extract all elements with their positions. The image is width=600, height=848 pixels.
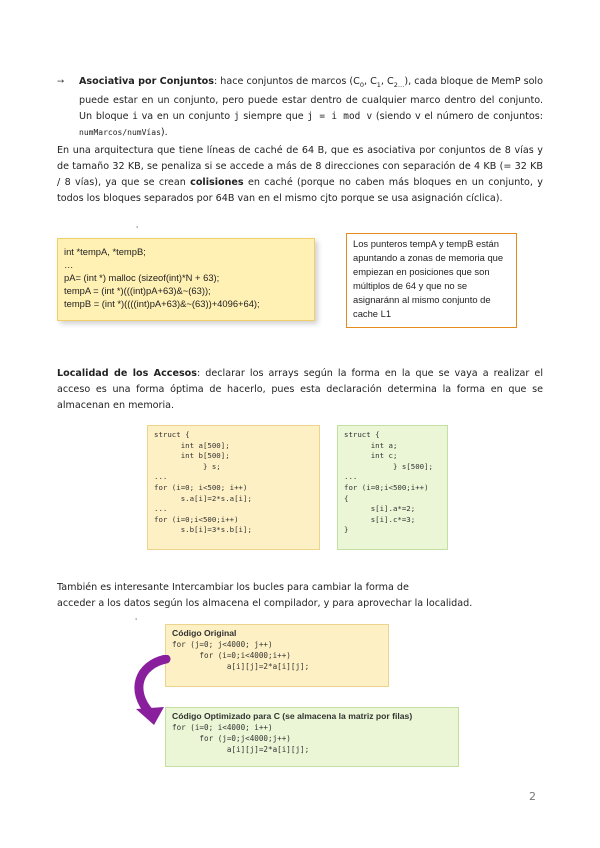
code-line: struct {	[344, 430, 380, 439]
code-line: pA= (int *) malloc (sizeof(int)*N + 63);	[64, 272, 220, 283]
mark: '	[135, 617, 138, 626]
code-line: for (i=0; i<500; i++)	[154, 482, 248, 492]
note-box	[346, 233, 517, 328]
box-title: Código Original	[172, 628, 237, 638]
code-line: …	[64, 259, 74, 270]
code-line: s[i].a*=2;	[344, 504, 416, 514]
code-line: ...	[154, 472, 168, 482]
inline-code: numMarcos/numVías	[79, 127, 161, 137]
code-line: int *tempA, *tempB;	[64, 246, 146, 257]
code-line: for (j=0; j<4000; j++)	[172, 640, 273, 649]
subscript: 0	[359, 80, 364, 89]
code-line: s[i].c*=3;	[344, 514, 416, 524]
bullet-text-part: , C	[380, 76, 394, 87]
code-line: ...	[344, 472, 358, 482]
bullet-text-part: ), cada bloque de MemP solo puede estar en un conjunto, pero puede estar dentro de cualquier marco dentro del conjunto. Un bloque	[79, 76, 543, 122]
paragraph-line: También es interesante Intercambiar los bucles para cambiar la forma de	[57, 582, 409, 593]
code-line: int b[500];	[154, 451, 230, 461]
code-box-optimized	[165, 707, 459, 767]
bullet-arrow-icon: ➙	[57, 77, 65, 87]
code-line: for (j=0;j<4000;j++)	[172, 734, 291, 743]
code-line: {	[344, 493, 349, 503]
code-line: }	[344, 525, 349, 535]
inline-code: j = i mod v	[307, 110, 373, 122]
paragraph-bold: Localidad de los Accesos	[57, 368, 197, 379]
code-line: int c;	[344, 451, 398, 461]
bullet-text-part: siempre que	[239, 110, 308, 122]
bullet-title: Asociativa por Conjuntos	[79, 76, 214, 87]
note-text: Los punteros tempA y tempB están apuntando a zonas de memoria que empiezan en posiciones que son múltiplos de 64 y que no se asignaránn al mismo conjunto de cache L1	[353, 238, 504, 319]
subscript: 2…	[393, 80, 405, 89]
paragraph-locality	[57, 366, 543, 414]
code-line: tempA = (int *)(((int)pA+63)&~(63));	[64, 285, 211, 296]
box-title: Código Optimizado para C (se almacena la matriz por filas)	[172, 711, 413, 721]
code-line: tempB = (int *)((((int)pA+63)&~(63))+4096+64);	[64, 298, 260, 309]
code-line: struct {	[154, 430, 190, 439]
code-line: for (i=0;i<500;i++)	[154, 514, 239, 524]
bullet-text-part: : hace conjuntos de marcos (C	[213, 76, 360, 87]
code-line: for (i=0; i<4000; i++)	[172, 723, 273, 732]
bullet-text-part: va en un conjunto	[137, 110, 234, 122]
paragraph-bold: colisiones	[190, 177, 244, 188]
paragraph-loop-interchange	[57, 580, 543, 612]
code-line: for (i=0;i<4000;i++)	[172, 651, 291, 660]
bullet-text-part: (siendo v el número de conjuntos:	[372, 110, 544, 122]
code-box-array-of-structs	[337, 425, 448, 550]
inline-code: j	[233, 110, 240, 122]
paragraph-cache-collisions	[57, 143, 543, 207]
code-line: } s;	[154, 461, 221, 471]
code-line: int a[500];	[154, 440, 230, 450]
code-box-struct-arrays	[147, 425, 320, 550]
bullet-text-part: , C	[363, 76, 377, 87]
inline-code: i	[132, 110, 138, 122]
code-box-original	[165, 624, 389, 687]
code-line: int a;	[344, 440, 398, 450]
code-line: a[i][j]=2*a[i][j];	[172, 662, 310, 671]
bullet-associative-sets	[57, 74, 543, 141]
paragraph-text: : declarar los arrays según la forma en la que se vaya a realizar el acceso es una forma óptima de hacerlo, pues esta declaración determina la forma en que se almacenan en memoria.	[57, 368, 544, 411]
page-number: 2	[529, 790, 536, 803]
paragraph-line: acceder a los datos según los almacena el compilador, y para aprovechar la localidad.	[57, 598, 473, 609]
code-line: } s[500];	[344, 461, 433, 471]
paragraph-text: En una arquitectura que tiene líneas de caché de 64 B, que es asociativa por conjuntos de 8 vías y de tamaño 32 KB, se penaliza si se accede a más de 8 direcciones con separación de 4 KB (= 32 KB / 8 vías), ya que se crean	[57, 145, 543, 188]
paragraph-text: en caché (porque no caben más bloques en un conjunto, y todos los bloques separados por 64B van en el mismo cjto porque se usa asignación cíclica).	[57, 177, 543, 204]
code-line: for (i=0;i<500;i++)	[344, 482, 429, 492]
subscript: 1	[376, 80, 381, 89]
code-line: a[i][j]=2*a[i][j];	[172, 745, 310, 754]
code-line: ...	[154, 504, 168, 514]
code-box-temp-pointers	[57, 238, 315, 321]
bullet-text	[79, 74, 543, 141]
mark: '	[136, 225, 139, 234]
code-line: s.a[i]=2*s.a[i];	[154, 493, 252, 503]
code-line: s.b[i]=3*s.b[i];	[154, 525, 252, 535]
bullet-text-part: ).	[160, 126, 168, 138]
